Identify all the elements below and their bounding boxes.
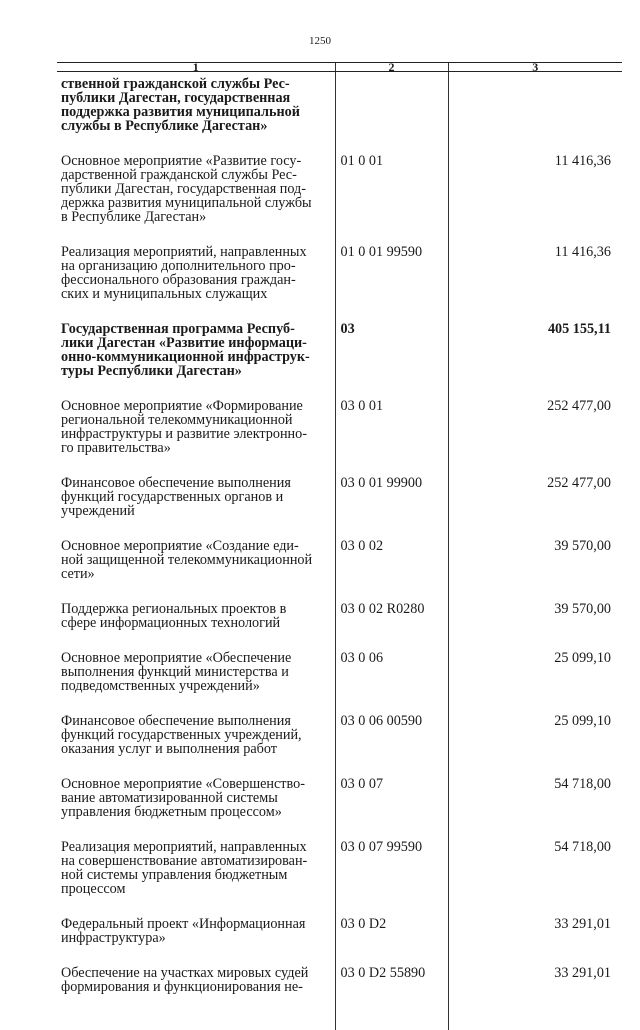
row-amount-cell: 33 291,01 [448,896,622,945]
table-row [57,693,622,756]
page-number: 1250 [0,35,640,47]
row-name-cell: Финансовое обеспечение выполнения функций государственных органов и учреждений [57,455,335,518]
table-header-row [57,63,622,72]
row-amount-cell: 39 570,00 [448,518,622,581]
column-header-2: 2 [335,63,448,72]
row-code-cell: 03 0 07 [335,756,448,819]
row-name-cell: Финансовое обеспечение выполнения функций государственных учреждений, оказания услуг и выполнения работ [57,693,335,756]
row-code-cell: 03 0 01 [335,378,448,455]
row-amount-cell: 252 477,00 [448,455,622,518]
table-row [57,133,622,224]
row-code-cell: 03 [335,301,448,378]
table-row [57,756,622,819]
table-row [57,581,622,630]
row-amount-cell: 25 099,10 [448,630,622,693]
row-amount-cell: 11 416,36 [448,133,622,224]
row-code-cell: 03 0 07 99590 [335,819,448,896]
row-code-cell: 01 0 01 [335,133,448,224]
table-row [57,896,622,945]
row-amount-cell: 39 570,00 [448,581,622,630]
row-amount-cell: 54 718,00 [448,819,622,896]
row-name-cell: Основное мероприятие «Создание еди- ной защищенной телекоммуникационной сети» [57,518,335,581]
row-amount-cell: 405 155,11 [448,301,622,378]
row-name-cell: Государственная программа Респуб- лики Дагестан «Развитие информаци- онно-коммуникационной инфраструк- туры Республики Дагестан» [57,301,335,378]
row-code-cell: 03 0 D2 55890 [335,945,448,1030]
table-body [57,72,622,1030]
row-amount-cell: 252 477,00 [448,378,622,455]
table-row [57,819,622,896]
row-code-cell: 03 0 01 99900 [335,455,448,518]
row-code-cell [335,72,448,134]
row-name-cell: ственной гражданской службы Рес- публики Дагестан, государственная поддержка развития муниципальной службы в Республике Дагестан» [57,72,335,134]
table-row [57,72,622,134]
table-row [57,378,622,455]
table-row [57,630,622,693]
row-name-cell: Основное мероприятие «Обеспечение выполнения функций министерства и подведомственных учреждений» [57,630,335,693]
row-code-cell: 03 0 06 00590 [335,693,448,756]
row-amount-cell: 25 099,10 [448,693,622,756]
row-name-cell: Основное мероприятие «Формирование региональной телекоммуникационной инфраструктуры и развитие электронно- го правительства» [57,378,335,455]
column-header-3: 3 [448,63,622,72]
row-code-cell: 03 0 D2 [335,896,448,945]
row-amount-cell: 33 291,01 [448,945,622,1030]
row-amount-cell [448,72,622,134]
row-code-cell: 01 0 01 99590 [335,224,448,301]
row-amount-cell: 11 416,36 [448,224,622,301]
row-code-cell: 03 0 02 [335,518,448,581]
row-name-cell: Реализация мероприятий, направленных на совершенствование автоматизирован- ной системы управления бюджетным процессом [57,819,335,896]
table-row [57,301,622,378]
row-code-cell: 03 0 06 [335,630,448,693]
row-name-cell: Обеспечение на участках мировых судей формирования и функционирования не- [57,945,335,1030]
row-code-cell: 03 0 02 R0280 [335,581,448,630]
table-row [57,945,622,1030]
row-name-cell: Основное мероприятие «Совершенство- вание автоматизированной системы управления бюджетным процессом» [57,756,335,819]
row-name-cell: Федеральный проект «Информационная инфраструктура» [57,896,335,945]
table-row [57,224,622,301]
table-row [57,518,622,581]
column-header-1: 1 [57,63,335,72]
table-row [57,455,622,518]
row-name-cell: Основное мероприятие «Развитие госу- дарственной гражданской службы Рес- публики Дагестан, государственная под- держка развития муниципальной службы в Республике Дагестан» [57,133,335,224]
row-name-cell: Поддержка региональных проектов в сфере информационных технологий [57,581,335,630]
row-amount-cell: 54 718,00 [448,756,622,819]
row-name-cell: Реализация мероприятий, направленных на организацию дополнительного про- фессионального образования граждан- ских и муниципальных служащих [57,224,335,301]
budget-table [57,62,622,1030]
